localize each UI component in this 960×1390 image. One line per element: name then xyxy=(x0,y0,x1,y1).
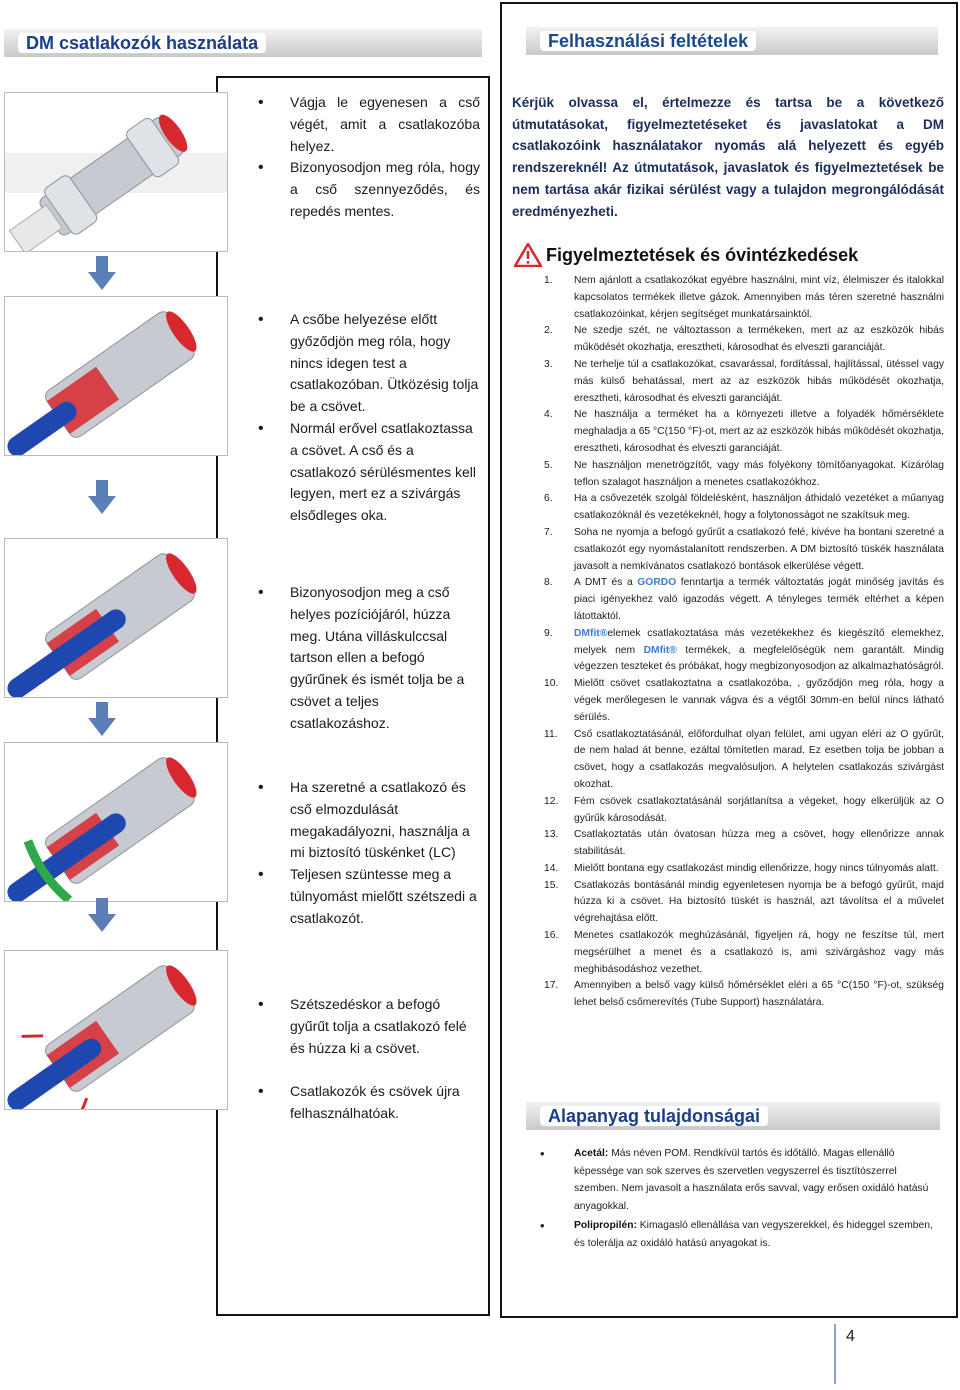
step-2-bullet-2: • Normál erővel csatlakoztassa a csövet. A cső és a csatlakozó sérülésmentes kell legyen, mert ez a szivárgás elsődleges oka. xyxy=(258,418,480,527)
step-3-bullet-1: • Bizonyosodjon meg a cső helyes pozíciójáról, húzza meg. Utána villáskulccsal tartson ellen a befogó gyűrűnek és ismét tolja be a csövet a teljes csatlakozáshoz. xyxy=(258,582,480,735)
down-arrow-icon xyxy=(88,480,116,514)
warning-triangle-icon xyxy=(514,243,542,267)
step-1-text xyxy=(258,92,480,223)
step-4-text xyxy=(258,777,480,930)
rule-item: 13. Csatlakoztatás után óvatosan húzza meg a csövet, hogy ellenőrizze annak stabilitását. xyxy=(544,829,944,858)
rule-item: 14. Mielőtt bontana egy csatlakozást mindig ellenőrizze, hogy nincs túlnyomás alatt. xyxy=(544,862,939,874)
step-3-text xyxy=(258,582,480,735)
brand-dmfit: DMfit® xyxy=(574,627,608,639)
rule-item: 2. Ne szedje szét, ne változtasson a termékeken, mert az az eszközök hibás működését okozhatja, eresztheti, károsodhat és elveszti garanciáját. xyxy=(544,325,944,354)
left-section-title: DM csatlakozók használata xyxy=(18,33,266,53)
step-6-bullet-1: • Csatlakozók és csövek újra felhasználhatóak. xyxy=(258,1081,480,1125)
step-2-bullet-1: • A csőbe helyezése előtt győződjön meg róla, hogy nincs idegen test a csatlakozóban. Ütközésig tolja be a csövet. xyxy=(258,309,480,418)
illustration-release-tube xyxy=(4,950,228,1110)
page-number: 4 xyxy=(834,1324,888,1384)
rule-item: 4. Ne használja a terméket ha a környezeti illetve a folyadék hőmérséklete meghaladja a 65 °C(150 °F)-ot, mert az az eszközök hibás működését okozhatja, eresztheti, károsodhat és elveszti garanciáját. xyxy=(544,409,944,454)
rule-item: 8. A DMT és a GORDO fenntartja a termék változtatás jogát minőség javítás és piaci igényekhez való igazodás végett. A tényleges termék eltérhet a képen látottaktól. xyxy=(544,577,944,622)
warning-rules-list xyxy=(512,273,944,1012)
brand-gordo: GORDO xyxy=(637,577,677,589)
illustration-locking-clip xyxy=(4,742,228,902)
warning-heading xyxy=(514,240,858,270)
step-4-bullet-1: • Ha szeretné a csatlakozó és cső elmozdulását megakadályozni, használja a mi biztosító tüskénket (LC) xyxy=(258,777,480,864)
materials-list xyxy=(540,1145,944,1254)
material-item: • Acetál: Más néven POM. Rendkívül tartós és időtálló. Magas ellenálló képessége van sok szerves és szervetlen vegyszerrel és tisztítószerrel szemben. Nem javasolt a használata erős savval, vagy erősen oxidáló hatású anyagokkal. xyxy=(540,1145,944,1215)
down-arrow-icon xyxy=(88,702,116,736)
rule-item: 6. Ha a csővezeték szolgál földelésként, használjon áthidaló vezetéket a műanyag csatlakozóknál és vezetékeknél, hogy a folytonosságot ne szakítsuk meg. xyxy=(544,493,944,522)
rule-item: 3. Ne terhelje túl a csatlakozókat, csavarással, fordítással, hajlítással, ütéssel vagy más külső behatással, mert az az eszközök hibás működését okozhatja, eresztheti, károsodhat és elveszti garanciáját. xyxy=(544,358,944,404)
rule-item: 1. Nem ajánlott a csatlakozókat egyébre használni, mint víz, élelmiszer és italokkal kapcsolatos termékek illetve gázok. Amennyiben más téren szeretné használni csatlakozóinkat, kérjen segítséget munkatársainktól. xyxy=(544,275,944,320)
illustration-cut-tube xyxy=(4,92,228,252)
step-1-bullet-1: • Vágja le egyenesen a cső végét, amit a csatlakozóba helyez. xyxy=(258,92,480,157)
rule-item: 12. Fém csövek csatlakoztatásánál sorjátlanítsa a végeket, hogy elkerüljük az O gyűrűk károsodását. xyxy=(544,795,944,824)
rule-item: 10. Mielőtt csövet csatlakoztatna a csatlakozóba, , győződjön meg róla, hogy a végek merőlegesen le vannak vágva és a végtől 30mm-en belül nincs látható sérülés. xyxy=(544,678,944,723)
step-5-text xyxy=(258,994,480,1059)
right-section-banner xyxy=(526,27,938,55)
intro-paragraph: Kérjük olvassa el, értelmezze és tartsa be a következő útmutatásokat, figyelmeztetéseket és javaslatokat a DM csatlakozóink használatakor nyomás alá helyezett és egyéb rendszereknél! Az útmutatások, javaslatok és figyelmeztetések be nem tartása akár fizikai sérülést vagy a tulajdon megrongálódását eredményezheti. xyxy=(512,95,944,219)
step-1-bullet-2: • Bizonyosodjon meg róla, hogy a cső szennyeződés, és repedés mentes. xyxy=(258,157,480,222)
step-6-text xyxy=(258,1081,480,1125)
rule-item: 15. Csatlakozás bontásánál mindig egyenletesen nyomja be a befogó gyűrűt, majd húzza ki a csövet. Ha biztosító tüskét is használ, azt távolítsa el a művelet végrehajtása előtt. xyxy=(544,879,944,925)
down-arrow-icon xyxy=(88,898,116,932)
down-arrow-icon xyxy=(88,256,116,290)
materials-banner xyxy=(526,1102,940,1130)
rule-item: 11. Cső csatlakoztatásánál, előfordulhat olyan felület, ami ugyan eléri az O gyűrűt, de nem halad át benne, ezáltal tömítetlen marad. Ez esetben tolja be jobban a csövet, hogy a csatlakozás megvalósuljon. A helytelen csatlakozás szivárgást okozhat. xyxy=(544,728,944,790)
rule-item: 5. Ne használjon menetrögzítőt, vagy más folyékony tömítőanyagokat. Kizárólag teflon szalagot használjon a menetes csatlakozókhoz. xyxy=(544,459,944,488)
right-section-title: Felhasználási feltételek xyxy=(540,31,756,51)
warning-title: Figyelmeztetések és óvintézkedések xyxy=(546,244,859,265)
materials-title: Alapanyag tulajdonságai xyxy=(540,1106,768,1126)
left-section-banner xyxy=(4,29,482,57)
brand-dmfit: DMfit® xyxy=(643,644,677,656)
illustration-insert-tube xyxy=(4,296,228,456)
material-item: • Polipropilén: Kimagasló ellenállása van vegyszerekkel, és hideggel szemben, és tolerálja az oxidáló hatású anyagokat is. xyxy=(540,1217,944,1252)
step-5-bullet-1: • Szétszedéskor a befogó gyűrűt tolja a csatlakozó felé és húzza ki a csövet. xyxy=(258,994,480,1059)
rule-item: 16. Menetes csatlakozók meghúzásánál, figyeljen rá, hogy ne feszítse túl, mert megsérülhet a menet és a csatlakozó is, ami szivárgáshoz vagy más meghibásodáshoz vezethet. xyxy=(544,930,944,975)
step-4-bullet-2: • Teljesen szüntesse meg a túlnyomást mielőtt szétszedi a csatlakozót. xyxy=(258,864,480,929)
rule-item: 7. Soha ne nyomja a befogó gyűrűt a csatlakozó felé, kivéve ha bontani szeretné a csatlakozót egy nyomástalanított rendszerben. A DM biztosító tüskék használata javasolt a nemkívánatos csatlakozó bontások elkerülése végett. xyxy=(544,526,944,572)
step-2-text xyxy=(258,309,480,527)
rule-item: 17. Amennyiben a belső vagy külső hőmérséklet eléri a 65 °C(150 °F)-ot, szükség lehet belső csőmerevítés (Tube Support) használatára. xyxy=(544,980,944,1009)
illustration-tube-seated xyxy=(4,538,228,698)
rule-item: 9. DMfit®elemek csatlakoztatása más vezetékekhez és kiegészítő elemekhez, melyek nem DMfit® termékek, a megfelelőségük nem garantált. Mindig végezzen teszteket és próbákat, hogy megbizonyosodjon az alkalmazhatóságról. xyxy=(544,627,945,673)
